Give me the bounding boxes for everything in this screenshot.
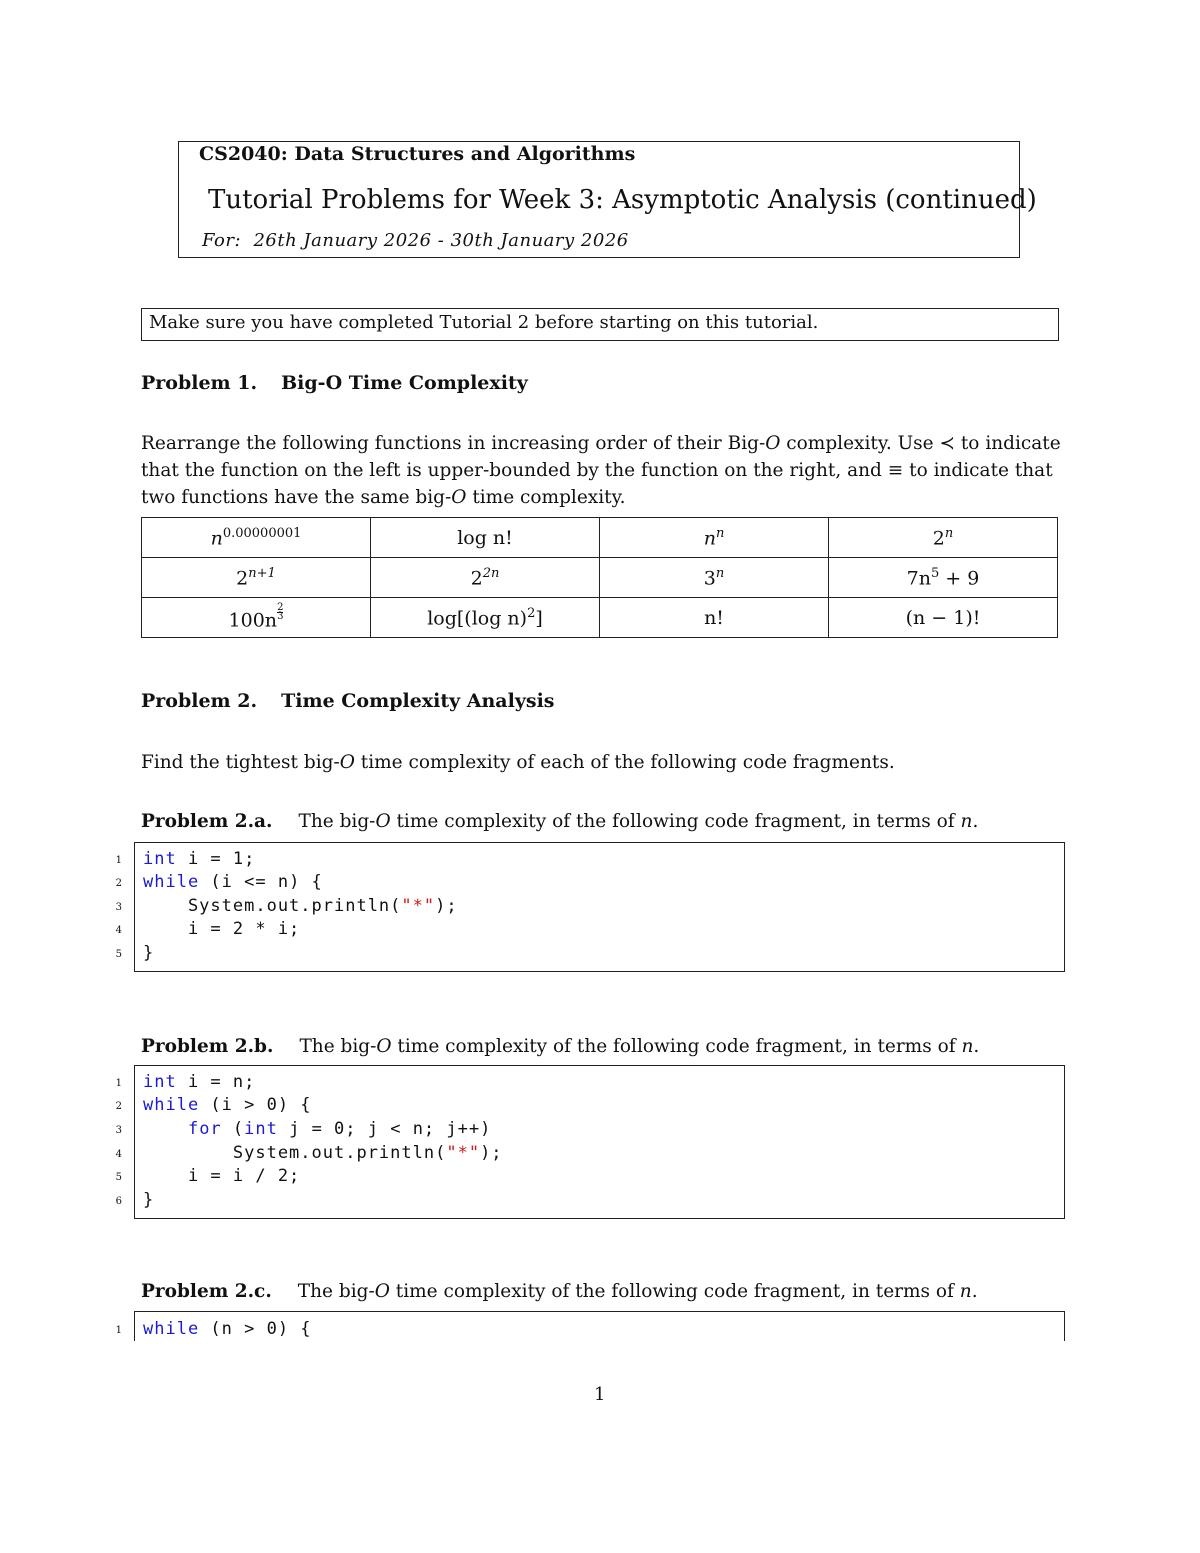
- functions-table: [141, 517, 1058, 638]
- code-line: System.out.println("*");: [143, 896, 458, 916]
- line-number: 3: [115, 902, 122, 913]
- code-line: }: [143, 943, 155, 963]
- line-number: 3: [115, 1125, 122, 1136]
- table-cell: log[(log n)$^2$]: [371, 598, 600, 638]
- code-line: System.out.println("*");: [143, 1143, 503, 1163]
- code-line: int i = 1;: [143, 849, 256, 869]
- line-number: 5: [115, 1172, 122, 1183]
- table-cell: 100n $\frac{2}{3}$: [142, 598, 371, 638]
- table-cell: 2$^n$: [829, 518, 1058, 558]
- code-line: }: [143, 1190, 155, 1210]
- tutorial-dates: For: 26th January 2026 - 30th January 2026: [202, 230, 629, 251]
- line-number: 2: [115, 1101, 122, 1112]
- note-text: Make sure you have completed Tutorial 2 before starting on this tutorial.: [149, 312, 819, 333]
- code-line: while (n > 0) {: [143, 1319, 312, 1339]
- table-cell: $2^{n+1}$: [142, 558, 371, 598]
- line-number: 5: [115, 949, 122, 960]
- table-cell: log n!: [371, 518, 600, 558]
- code-block-2b: [134, 1065, 1065, 1219]
- code-line: i = i / 2;: [143, 1166, 301, 1186]
- table-cell: $n^n$: [600, 518, 829, 558]
- line-number: 1: [115, 1325, 122, 1336]
- table-cell: $n^{0.00000001}$: [142, 518, 371, 558]
- problem-1-text: Rearrange the following functions in increasing order of their Big-O complexity. Use ≺ to indicate that the function on the left is upper-bounded by the function on the right, and ≡ to indicate that two functions have the same big-O time complexity.: [141, 433, 1061, 508]
- page-number: 1: [594, 1384, 606, 1405]
- line-number: 1: [115, 855, 122, 866]
- line-number: 2: [115, 878, 122, 889]
- code-line: i = 2 * i;: [143, 919, 301, 939]
- tutorial-title: Tutorial Problems for Week 3: Asymptotic Analysis (continued): [208, 185, 1037, 215]
- table-cell: 3$^n$: [600, 558, 829, 598]
- table-cell: $2^{2n}$: [371, 558, 600, 598]
- problem-2a-heading: Problem 2.a. The big-O time complexity of the following code fragment, in terms of n.: [141, 811, 979, 832]
- line-number: 1: [115, 1078, 122, 1089]
- problem-2-intro: Find the tightest big-O time complexity of each of the following code fragments.: [141, 752, 895, 773]
- table-cell: $7n^5 + 9$: [829, 558, 1058, 598]
- table-cell: (n − 1)!: [829, 598, 1058, 638]
- problem-2c-heading: Problem 2.c. The big-O time complexity of the following code fragment, in terms of n.: [141, 1281, 978, 1302]
- code-line: int i = n;: [143, 1072, 256, 1092]
- code-line: while (i <= n) {: [143, 872, 323, 892]
- course-title: CS2040: Data Structures and Algorithms: [199, 143, 636, 165]
- problem-2-heading: Problem 2. Time Complexity Analysis: [141, 690, 555, 712]
- problem-1-heading: Problem 1. Big-O Time Complexity: [141, 372, 528, 394]
- code-line: for (int j = 0; j < n; j++): [187, 1119, 492, 1139]
- line-number: 4: [115, 1149, 122, 1160]
- line-number: 6: [115, 1196, 122, 1207]
- code-line: while (i > 0) {: [143, 1095, 312, 1115]
- problem-2b-heading: Problem 2.b. The big-O time complexity of the following code fragment, in terms of n.: [141, 1036, 980, 1057]
- line-number: 4: [115, 925, 122, 936]
- table-cell: n!: [600, 598, 829, 638]
